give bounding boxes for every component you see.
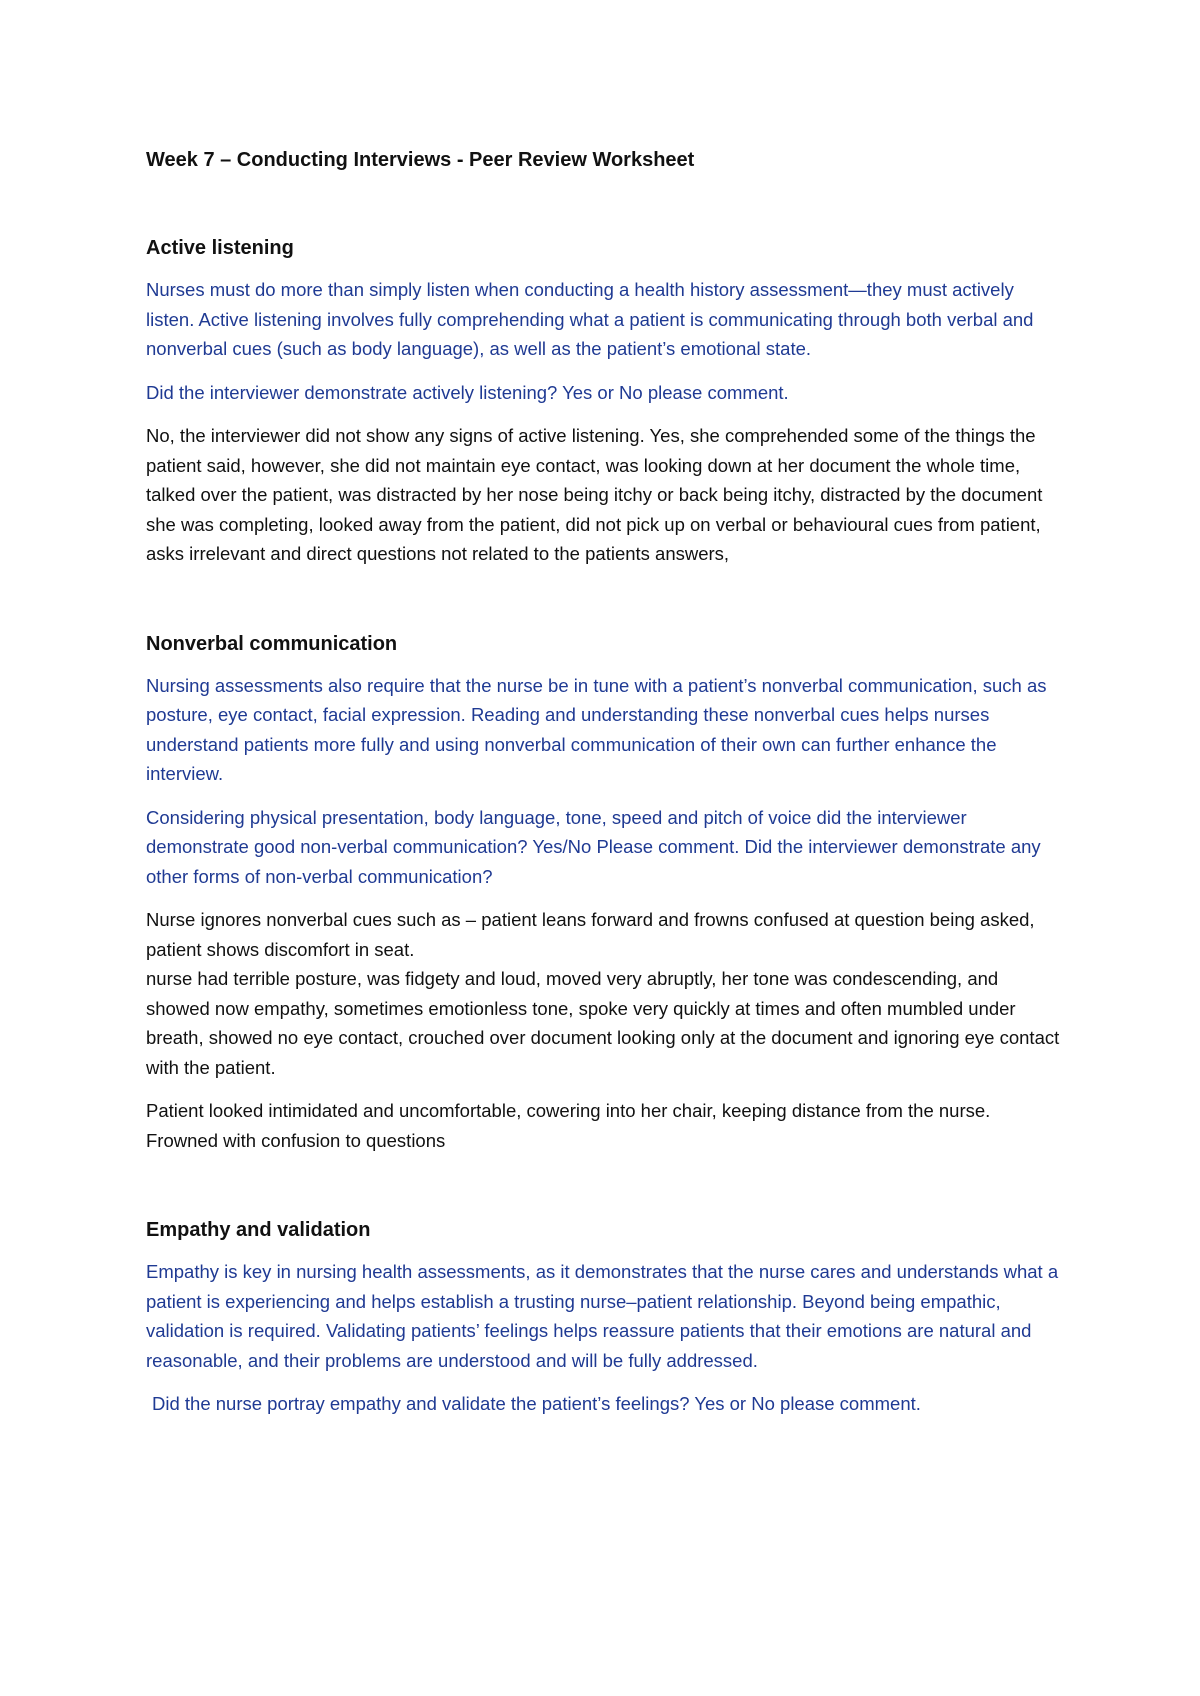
- section-answer: [146, 905, 1066, 1082]
- section-spacer: [146, 583, 1066, 629]
- section-nonverbal-communication: [146, 629, 1066, 1156]
- section-heading: Active listening: [146, 237, 294, 259]
- section-question: Did the interviewer demonstrate actively listening? Yes or No please comment.: [146, 381, 789, 403]
- section-heading: Nonverbal communication: [146, 632, 398, 655]
- answer-line: Nurse ignores nonverbal cues such as – patient leans forward and frowns confused at question being asked, patient shows discomfort in seat.: [146, 909, 1035, 960]
- document-page: [146, 145, 1066, 1433]
- section-answer-followup: Patient looked intimidated and uncomfortable, cowering into her chair, keeping distance from the nurse. Frowned with confusion to questions: [146, 1100, 991, 1151]
- section-prompt: Nurses must do more than simply listen when conducting a health history assessment—they must actively listen. Active listening involves fully comprehending what a patient is communicating through both verbal and nonverbal cues (such as body language), as well as the patient’s emotional state.: [146, 279, 1034, 359]
- section-heading: Empathy and validation: [146, 1219, 371, 1241]
- section-active-listening: [146, 233, 1066, 569]
- section-question: Considering physical presentation, body language, tone, speed and pitch of voice did the interviewer demonstrate good non-verbal communication? Yes/No Please comment. Did the interviewer demonstrate any other forms of non-verbal communication?: [146, 806, 1041, 887]
- section-prompt: Empathy is key in nursing health assessments, as it demonstrates that the nurse cares and understands what a patient is experiencing and helps establish a trusting nurse–patient relationship. Beyond being empathic, validation is required. Validating patients’ feelings helps reassure patients that their emotions are natural and reasonable, and their problems are understood and will be fully addressed.: [146, 1261, 1059, 1371]
- section-answer: No, the interviewer did not show any signs of active listening. Yes, she comprehended some of the things the patient said, however, she did not maintain eye contact, was looking down at her document the whole time, talked over the patient, was distracted by her nose being itchy or back being itchy, distracted by the document she was completing, looked away from the patient, did not pick up on verbal or behavioural cues from patient, asks irrelevant and direct questions not related to the patients answers,: [146, 425, 1043, 564]
- section-question: Did the nurse portray empathy and validate the patient’s feelings? Yes or No please comment.: [152, 1393, 921, 1414]
- section-prompt: Nursing assessments also require that the nurse be in tune with a patient’s nonverbal communication, such as posture, eye contact, facial expression. Reading and understanding these nonverbal cues helps nurses understand patients more fully and using nonverbal communication of their own can further enhance the interview.: [146, 674, 1047, 784]
- answer-line: nurse had terrible posture, was fidgety and loud, moved very abruptly, her tone was condescending, and showed now empathy, sometimes emotionless tone, spoke very quickly at times and often mumbled under breath, showed no eye contact, crouched over document looking only at the document and ignoring eye contact with the patient.: [146, 968, 1060, 1078]
- section-empathy-validation: [146, 1215, 1066, 1419]
- section-spacer: [146, 1169, 1066, 1215]
- document-title: Week 7 – Conducting Interviews - Peer Review Worksheet: [146, 149, 695, 171]
